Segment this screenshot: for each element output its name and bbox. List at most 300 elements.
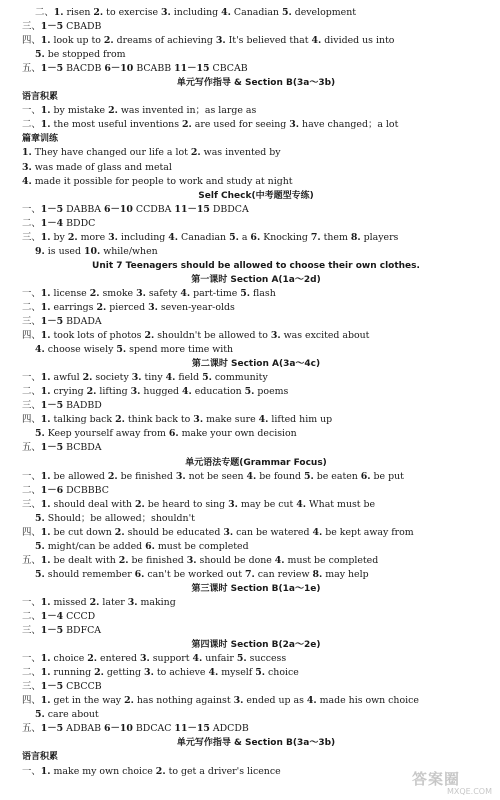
answer-text: 三、 xyxy=(22,625,41,637)
question-number: 1. xyxy=(40,287,51,299)
answer-line xyxy=(22,371,490,385)
answer-text: 四、 xyxy=(22,414,41,426)
answer-line xyxy=(22,568,490,582)
question-number: 6. xyxy=(168,428,179,440)
answer-line xyxy=(22,20,490,34)
question-number: 1. xyxy=(40,330,51,342)
answer-text: be stopped from xyxy=(44,49,126,61)
answer-text: look up to xyxy=(50,35,104,47)
answer-text: be eaten xyxy=(313,470,361,482)
answer-text: running xyxy=(50,667,95,679)
answer-text: unfair xyxy=(202,653,237,665)
answer-text: 四、 xyxy=(22,526,41,538)
answer-text: field xyxy=(175,372,203,384)
answer-text: pierced xyxy=(106,301,149,313)
question-number: 6. xyxy=(360,470,371,482)
answer-text: Should；be allowed；shouldn't xyxy=(44,512,195,524)
answer-text: 一、 xyxy=(22,287,41,299)
answer-text: BDCAC xyxy=(132,723,175,735)
answer-line xyxy=(22,596,490,610)
answer-text: including xyxy=(117,231,169,243)
question-number: 2. xyxy=(190,147,201,159)
answer-text: community xyxy=(211,372,268,384)
answer-line xyxy=(22,680,490,694)
watermark-url: MXQE.COM xyxy=(446,787,492,796)
question-number: 5. xyxy=(304,470,314,482)
section-heading xyxy=(22,582,490,596)
question-number: 4. xyxy=(311,35,322,47)
answer-line xyxy=(22,441,490,455)
question-number: 7. xyxy=(310,231,321,243)
answer-text: be allowed xyxy=(50,470,108,482)
question-number: 6. xyxy=(134,568,145,580)
answer-text: 单元语法专题(Grammar Focus) xyxy=(185,457,327,468)
answer-text: CCDBA xyxy=(132,203,175,215)
question-number: 6. xyxy=(145,540,155,552)
section-heading xyxy=(22,189,490,203)
answer-text: should be educated xyxy=(124,526,224,538)
answer-line xyxy=(22,413,490,427)
answer-text: has nothing against xyxy=(133,695,234,707)
question-number: 5. xyxy=(35,428,45,440)
question-number: 2. xyxy=(115,414,125,426)
answer-text: BADBD xyxy=(63,400,102,412)
question-number: 3. xyxy=(228,498,238,510)
answer-line xyxy=(22,512,490,526)
answer-line xyxy=(22,175,490,189)
question-number: 5. xyxy=(236,653,247,665)
answer-text: not be seen xyxy=(185,470,247,482)
answer-text: make my own choice xyxy=(50,765,156,777)
question-number: 2. xyxy=(155,765,166,777)
question-number: 1. xyxy=(40,498,51,510)
answer-text: shouldn't be allowed to xyxy=(154,330,271,342)
subsection-label xyxy=(22,750,490,764)
question-number: 6－10 xyxy=(104,63,134,75)
answer-text: 二、 xyxy=(22,611,41,623)
question-number: 3. xyxy=(136,287,146,299)
watermark-logo xyxy=(412,768,494,796)
question-number: 7. xyxy=(244,568,255,580)
answer-text: may be cut xyxy=(237,498,297,510)
question-number: 3. xyxy=(22,161,32,173)
answer-text: 一、 xyxy=(22,765,41,777)
section-heading xyxy=(22,736,490,750)
question-number: 10. xyxy=(83,245,101,257)
answer-text: more xyxy=(77,231,109,243)
question-number: 1. xyxy=(40,695,51,707)
question-number: 3. xyxy=(223,526,234,538)
answer-text: choice xyxy=(50,653,88,665)
subsection-label xyxy=(22,90,490,104)
section-heading xyxy=(22,76,490,90)
question-number: 1. xyxy=(40,35,51,47)
question-number: 3. xyxy=(127,596,138,608)
answer-text: 第一课时 Section A(1a～2d) xyxy=(191,274,321,285)
watermark-text: 答案圈 xyxy=(412,770,461,788)
question-number: 8. xyxy=(350,231,361,243)
answer-line xyxy=(22,624,490,638)
answer-line xyxy=(22,385,490,399)
answer-text: 二、 xyxy=(22,667,41,679)
question-number: 1－5 xyxy=(40,316,64,328)
question-number: 4. xyxy=(312,526,323,538)
question-number: 4. xyxy=(274,554,285,566)
question-number: 2. xyxy=(182,119,192,131)
answer-line xyxy=(22,399,490,413)
question-number: 3. xyxy=(215,35,226,47)
question-number: 1－5 xyxy=(40,442,64,454)
question-number: 4. xyxy=(35,344,45,356)
answer-document xyxy=(22,6,490,779)
answer-text: Self Check(中考题型专练) xyxy=(198,190,314,201)
answer-text: by xyxy=(50,231,68,243)
question-number: 3. xyxy=(270,330,281,342)
question-number: 2. xyxy=(89,596,100,608)
question-number: 2. xyxy=(89,287,100,299)
answer-text: make sure xyxy=(203,414,259,426)
question-number: 1－6 xyxy=(40,484,64,496)
question-number: 5. xyxy=(35,512,45,524)
answer-text: CBCCB xyxy=(63,681,102,693)
answer-text: 第三课时 Section B(1a～1e) xyxy=(191,583,321,594)
answer-text: smoke xyxy=(99,287,137,299)
answer-line xyxy=(22,104,490,118)
answer-text: 篇章训练 xyxy=(22,134,59,145)
question-number: 3. xyxy=(193,414,204,426)
answer-text: must be completed xyxy=(284,554,379,566)
answer-text: society xyxy=(92,372,132,384)
answer-text: may help xyxy=(322,568,369,580)
question-number: 2. xyxy=(82,372,93,384)
question-number: 3. xyxy=(148,301,158,313)
answer-text: DCBBBC xyxy=(63,484,109,496)
answer-text: earrings xyxy=(50,301,97,313)
answer-text: spend more time with xyxy=(126,344,234,356)
answer-text: 三、 xyxy=(22,498,41,510)
question-number: 1. xyxy=(53,7,64,18)
question-number: 1－5 xyxy=(40,681,64,693)
answer-text: 三、 xyxy=(22,21,41,33)
question-number: 1. xyxy=(40,372,51,384)
question-number: 4. xyxy=(180,287,191,299)
answer-line xyxy=(22,48,490,62)
answer-line xyxy=(22,62,490,76)
answer-text: crying xyxy=(50,386,87,398)
question-number: 1. xyxy=(40,554,51,566)
answer-text: care about xyxy=(44,709,99,721)
section-heading xyxy=(22,456,490,470)
question-number: 1. xyxy=(40,765,51,777)
answer-text: later xyxy=(99,596,128,608)
answer-text: think back to xyxy=(124,414,194,426)
question-number: 3. xyxy=(144,667,154,679)
answer-line xyxy=(22,470,490,484)
answer-text: while/when xyxy=(100,245,158,257)
answer-text: be found xyxy=(256,470,304,482)
question-number: 2. xyxy=(96,301,107,313)
answer-text: hugged xyxy=(140,386,183,398)
question-number: 11－15 xyxy=(174,723,210,735)
answer-text: be heard to sing xyxy=(144,498,229,510)
question-number: 3. xyxy=(186,554,197,566)
answer-text: can be watered xyxy=(233,526,313,538)
answer-text: 一、 xyxy=(22,372,41,384)
answer-text: should be done xyxy=(196,554,275,566)
question-number: 4. xyxy=(165,372,176,384)
question-number: 1. xyxy=(40,667,51,679)
answer-text: 五、 xyxy=(22,554,41,566)
question-number: 5. xyxy=(35,568,45,580)
answer-text: a xyxy=(238,231,251,243)
answer-line xyxy=(22,118,490,132)
question-number: 2. xyxy=(107,470,118,482)
section-heading xyxy=(22,273,490,287)
answer-text: missed xyxy=(50,596,90,608)
question-number: 1－5 xyxy=(40,63,64,75)
answer-line xyxy=(22,217,490,231)
answer-text: 二、 xyxy=(22,119,41,131)
question-number: 3. xyxy=(139,653,150,665)
question-number: 3. xyxy=(161,7,171,18)
answer-text: It's believed that xyxy=(225,35,312,47)
answer-text: DABBA xyxy=(63,203,104,215)
answer-text: them xyxy=(320,231,351,243)
answer-line xyxy=(22,427,490,441)
question-number: 5. xyxy=(281,7,292,18)
question-number: 3. xyxy=(131,372,142,384)
answer-text: success xyxy=(246,653,287,665)
question-number: 2. xyxy=(103,35,114,47)
answer-text: part-time xyxy=(190,287,241,299)
answer-text: 一、 xyxy=(22,203,41,215)
answer-line xyxy=(22,610,490,624)
answer-text: 三、 xyxy=(22,316,41,328)
answer-text: ADCDB xyxy=(209,723,249,735)
answer-text: support xyxy=(149,653,193,665)
answer-text: by mistake xyxy=(50,105,109,117)
answer-text: have changed；a lot xyxy=(299,119,399,131)
answer-text: 第四课时 Section B(2a～2e) xyxy=(191,640,321,651)
answer-line xyxy=(22,287,490,301)
answer-text: be cut down xyxy=(50,526,115,538)
answer-line xyxy=(22,498,490,512)
answer-text: 一、 xyxy=(22,105,41,117)
question-number: 1. xyxy=(40,596,51,608)
answer-text: BACDB xyxy=(63,63,105,75)
question-number: 5. xyxy=(229,231,239,243)
question-number: 5. xyxy=(35,540,45,552)
question-number: 2. xyxy=(94,667,104,679)
question-number: 6－10 xyxy=(103,203,133,215)
answer-text: CBADB xyxy=(63,21,102,33)
answer-line xyxy=(22,526,490,540)
question-number: 4. xyxy=(192,653,203,665)
answer-line xyxy=(22,301,490,315)
question-number: 5. xyxy=(116,344,127,356)
answer-text: BDADA xyxy=(63,316,102,328)
answer-text: must be completed xyxy=(154,540,249,552)
question-number: 4. xyxy=(182,386,192,398)
question-number: 5. xyxy=(35,49,45,61)
question-number: 1－5 xyxy=(40,723,64,735)
question-number: 6. xyxy=(250,231,261,243)
answer-line xyxy=(22,315,490,329)
question-number: 4. xyxy=(246,470,257,482)
section-heading xyxy=(22,259,490,273)
answer-text: 四、 xyxy=(22,35,41,47)
question-number: 1. xyxy=(40,414,51,426)
answer-line xyxy=(22,708,490,722)
answer-text: 第二课时 Section A(3a～4c) xyxy=(191,359,321,370)
answer-text: made it possible for people to work and study at night xyxy=(31,175,293,187)
answer-text: to get a driver's licence xyxy=(165,765,281,777)
answer-text: 五、 xyxy=(22,723,41,735)
question-number: 5. xyxy=(35,709,45,721)
answer-text: flash xyxy=(250,287,276,299)
answer-text: was made of glass and metal xyxy=(31,161,172,173)
answer-text: was excited about xyxy=(280,330,370,342)
answer-line xyxy=(22,146,490,160)
answer-text: BDFCA xyxy=(63,625,102,637)
question-number: 1. xyxy=(40,301,51,313)
answer-text: be dealt with xyxy=(50,554,119,566)
answer-text: awful xyxy=(50,372,83,384)
answer-text: poems xyxy=(254,386,289,398)
answer-text: was invented in；as large as xyxy=(117,105,257,117)
answer-line xyxy=(22,540,490,554)
answer-text: 四、 xyxy=(22,330,41,342)
answer-text: 一、 xyxy=(22,596,41,608)
question-number: 3. xyxy=(233,695,244,707)
answer-text: 二、 xyxy=(22,301,41,313)
answer-text: is used xyxy=(44,245,84,257)
question-number: 1－5 xyxy=(40,203,64,215)
answer-text: 三、 xyxy=(22,681,41,693)
answer-text: are used for seeing xyxy=(191,119,290,131)
answer-text: CCCD xyxy=(63,611,96,623)
answer-text: Keep yourself away from xyxy=(44,428,169,440)
question-number: 5. xyxy=(244,386,255,398)
question-number: 3. xyxy=(289,119,300,131)
question-number: 5. xyxy=(202,372,212,384)
answer-text: be finished xyxy=(117,470,176,482)
answer-text: made his own choice xyxy=(316,695,419,707)
answer-text: development xyxy=(291,7,356,18)
answer-line xyxy=(22,694,490,708)
answer-line xyxy=(22,245,490,259)
question-number: 2. xyxy=(114,526,125,538)
answer-line xyxy=(22,666,490,680)
answer-line xyxy=(22,329,490,343)
question-number: 1. xyxy=(40,526,51,538)
answer-text: to exercise xyxy=(103,7,162,18)
answer-text: risen xyxy=(63,7,94,18)
answer-text: 语言积累 xyxy=(22,92,59,103)
question-number: 1. xyxy=(22,147,32,159)
question-number: 6－10 xyxy=(103,723,133,735)
question-number: 4. xyxy=(168,231,179,243)
answer-text: including xyxy=(170,7,222,18)
answer-text: 一、 xyxy=(22,653,41,665)
answer-text: 五、 xyxy=(22,442,41,454)
question-number: 3. xyxy=(108,231,118,243)
answer-line xyxy=(22,6,490,20)
answer-text: can't be worked out xyxy=(144,568,245,580)
answer-text: 二、 xyxy=(22,484,41,496)
answer-text: 一、 xyxy=(22,470,41,482)
question-number: 11－15 xyxy=(174,203,210,215)
answer-text: BDDC xyxy=(63,217,96,229)
answer-text: talking back xyxy=(50,414,116,426)
question-number: 1. xyxy=(40,653,51,665)
answer-text: license xyxy=(50,287,90,299)
question-number: 1－4 xyxy=(40,611,64,623)
answer-text: 二、 xyxy=(35,7,54,18)
answer-text: get in the way xyxy=(50,695,125,707)
question-number: 1. xyxy=(40,386,51,398)
answer-text: 四、 xyxy=(22,695,41,707)
question-number: 8. xyxy=(312,568,323,580)
answer-text: players xyxy=(360,231,399,243)
question-number: 4. xyxy=(296,498,307,510)
answer-text: 单元写作指导 & Section B(3a～3b) xyxy=(176,738,336,749)
answer-text: be kept away from xyxy=(322,526,414,538)
answer-line xyxy=(22,722,490,736)
answer-text: CBCAB xyxy=(209,63,248,75)
question-number: 1－5 xyxy=(40,400,64,412)
answer-text: lifting xyxy=(96,386,131,398)
section-heading xyxy=(22,357,490,371)
answer-text: Canadian xyxy=(230,7,282,18)
answer-text: dreams of achieving xyxy=(113,35,216,47)
answer-text: What must be xyxy=(306,498,376,510)
answer-text: ADBAB xyxy=(63,723,104,735)
answer-line xyxy=(22,484,490,498)
question-number: 1－4 xyxy=(40,217,64,229)
section-heading xyxy=(22,638,490,652)
answer-text: 三、 xyxy=(22,231,41,243)
question-number: 4. xyxy=(306,695,317,707)
question-number: 4. xyxy=(221,7,231,18)
question-number: 1. xyxy=(40,470,51,482)
question-number: 1. xyxy=(40,105,51,117)
answer-text: Canadian xyxy=(178,231,230,243)
answer-text: was invented by xyxy=(200,147,281,159)
answer-text: divided us into xyxy=(321,35,395,47)
answer-text: choose wisely xyxy=(44,344,117,356)
answer-text: be put xyxy=(370,470,404,482)
answer-text: to achieve xyxy=(153,667,209,679)
answer-text: 单元写作指导 & Section B(3a～3b) xyxy=(176,78,336,89)
answer-line xyxy=(22,231,490,245)
answer-line xyxy=(22,652,490,666)
answer-text: 二、 xyxy=(22,217,41,229)
answer-text: 语言积累 xyxy=(22,752,59,763)
question-number: 4. xyxy=(208,667,219,679)
subsection-label xyxy=(22,132,490,146)
question-number: 4. xyxy=(258,414,269,426)
answer-line xyxy=(22,343,490,357)
answer-text: They have changed our life a lot xyxy=(31,147,191,159)
answer-text: be finished xyxy=(128,554,187,566)
answer-line xyxy=(22,554,490,568)
question-number: 1. xyxy=(40,231,51,243)
question-number: 5. xyxy=(255,667,266,679)
question-number: 5. xyxy=(240,287,251,299)
answer-text: took lots of photos xyxy=(50,330,145,342)
answer-text: getting xyxy=(103,667,145,679)
